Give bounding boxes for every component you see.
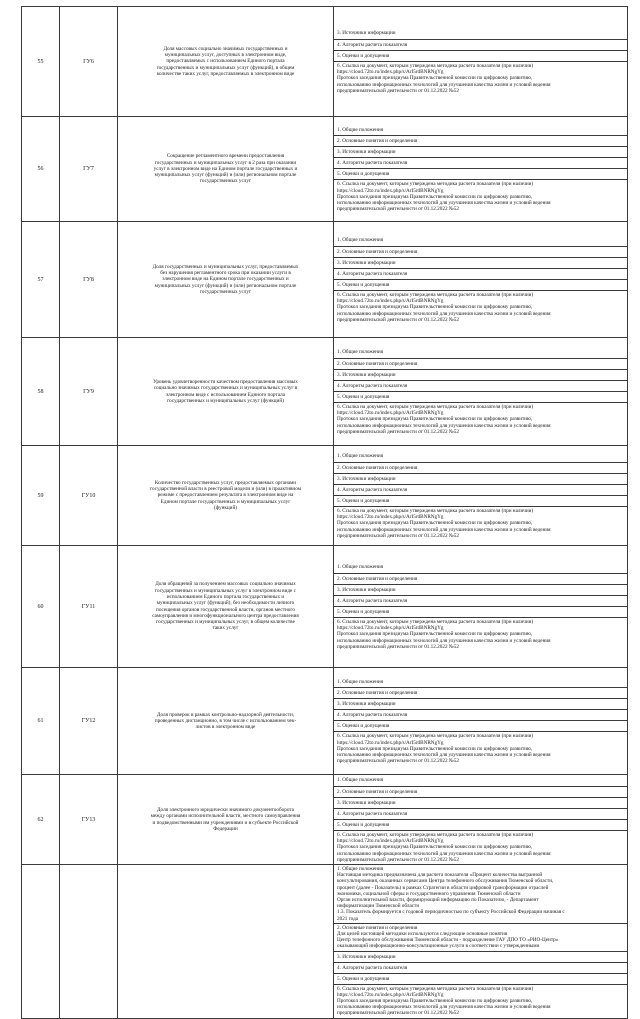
indicator-name: [118, 117, 334, 222]
indicator-name-line: посещения органов государственной власти, органов местного: [156, 606, 295, 613]
indicator-name: [118, 446, 334, 546]
row-number: 61: [22, 668, 60, 775]
methodology-section: 1. Общие положения: [337, 564, 384, 571]
indicator-name-line: Едином портале государственных и муниципальных услуг: [160, 498, 291, 505]
table-row: [22, 117, 628, 222]
table-row: [22, 222, 628, 338]
indicator-code: ГУ10: [60, 446, 118, 546]
methodology-section: 2. Основные понятия и определения: [334, 135, 627, 146]
methodology-section: 3. Источники информации: [337, 30, 396, 37]
section-text-line: использованию информационных технологий для улучшения качества жизни и условий ведения: [337, 752, 551, 759]
methodology-section: 3. Источники информации: [334, 473, 627, 484]
section-text-line: Протокол заседания президиума Правительственной комиссии по цифровому развитию,: [337, 520, 533, 527]
indicator-name-line: Сокращение регламентного времени предоставления: [166, 153, 285, 160]
methodology-section: 4. Алгоритм расчета показателя: [334, 268, 627, 279]
methodology-section: [334, 506, 627, 540]
methodology-section: 3. Источники информации: [334, 797, 627, 808]
methodology-section: 1. Общие положения: [337, 678, 384, 685]
section-text-line: 1.3. Показатель формируется с годовой периодичностью по субъекту Российской Федерации начиная с: [337, 909, 565, 916]
methodology-section: 5. Оценки и допущения: [334, 819, 627, 830]
methodology-sections: [334, 117, 628, 222]
methodology-section: 2. Основные понятия и определения: [334, 462, 627, 473]
indicator-name-line: государственных услуг: [199, 288, 252, 295]
table-row: [22, 865, 628, 1019]
section-text-line: информатизации Тюменской области: [337, 903, 420, 910]
indicator-name: [118, 546, 334, 668]
section-text-line: предпринимательской деятельности от 01.12.2022 №52: [337, 206, 459, 213]
indicator-name-line: Доля электронного юридически значимого документооборота: [157, 806, 294, 813]
indicator-name-line: услуг в электронном виде на Едином портале государственных и: [153, 165, 298, 172]
table-row: [22, 775, 628, 865]
methodology-section: [334, 865, 627, 923]
methodology-section: 4. Алгоритм расчета показателя: [334, 157, 627, 168]
methodology-section: [334, 61, 627, 95]
methodology-sections: [334, 668, 628, 775]
methodology-section: [334, 617, 627, 651]
methodology-section: 5. Оценки и допущения: [334, 720, 627, 731]
section-text-line: процент (далее - Показатель) в рамках Стратегии в области цифровой трансформации отраслей: [337, 884, 549, 891]
row-number: 58: [22, 338, 60, 446]
section-text-line: Для целей настоящей методики используются следующие основные понятия: [337, 931, 508, 938]
section-text-line: Протокол заседания президиума Правительственной комиссии по цифровому развитию,: [337, 416, 533, 423]
document-page: [21, 6, 627, 1017]
section-text-line: предпринимательской деятельности от 01.12.2022 №52: [337, 1010, 459, 1017]
section-text-line: https://cloud.72to.ru/index.php/s/ArI5rdBNRNgYg: [337, 410, 444, 417]
indicator-code: ГУ12: [60, 668, 118, 775]
section-text-line: использованию информационных технологий для улучшения качества жизни и условий ведения: [337, 310, 551, 317]
section-text-line: 6. Ссылка на документ, которым утверждена методика расчета показателя (при наличии): [337, 733, 534, 740]
section-text-line: Протокол заседания президиума Правительственной комиссии по цифровому развитию,: [337, 631, 533, 638]
indicator-name-line: Доля государственных и муниципальных услуг, предоставляемых: [152, 263, 299, 270]
section-text-line: https://cloud.72to.ru/index.php/s/ArI5rdBNRNgYg: [337, 838, 444, 845]
methodology-section: 2. Основные понятия и определения: [334, 687, 627, 698]
section-text-line: 2. Основные понятия и определения: [337, 924, 418, 931]
section-text-line: Протокол заседания президиума Правительственной комиссии по цифровому развитию,: [337, 745, 533, 752]
indicator-code: ГУ13: [60, 775, 118, 865]
indicator-name-line: проведенных дистанционно, в том числе с использованием чек-: [154, 717, 297, 724]
indicator-name-line: муниципальных услуг, доступных в электронном виде,: [164, 52, 287, 59]
methodology-section: 4. Алгоритм расчета показателя: [334, 595, 627, 606]
section-text-line: оказывающий информационно-консультационные услуги в соответствии с утвержденными: [337, 943, 540, 950]
indicator-name-line: листов в электронном виде: [195, 724, 256, 731]
indicator-name-line: Количество государственных услуг, предоставляемых органами: [154, 479, 297, 486]
row-number: 56: [22, 117, 60, 222]
section-text-line: предпринимательской деятельности от 01.12.2022 №52: [337, 428, 459, 435]
methodology-section: 3. Источники информации: [334, 584, 627, 595]
section-text-line: 6. Ссылка на документ, которым утверждена методика расчета показателя (при наличии): [337, 291, 534, 298]
section-text-line: использованию информационных технологий для улучшения качества жизни и условий ведения: [337, 200, 551, 207]
methodology-sections: [334, 222, 628, 338]
methodology-section: 2. Основные понятия и определения: [334, 358, 627, 369]
indicator-name: [118, 865, 334, 1019]
indicator-name-line: и подведомственными им учреждениями и в субъекте Российской: [152, 819, 299, 826]
methodology-section: [334, 402, 627, 436]
methodology-section: [334, 731, 627, 765]
methodology-section: [334, 179, 627, 213]
table-row: [22, 446, 628, 546]
methodology-section: 5. Оценки и допущения: [334, 495, 627, 506]
indicator-name-line: (функций): [214, 504, 237, 511]
indicator-name-line: использованием Единого портала государственных и: [166, 593, 285, 600]
indicator-name-line: социально значимых государственных и муниципальных услуг в: [153, 385, 298, 392]
indicators-table: [21, 6, 628, 1019]
section-text-line: 6. Ссылка на документ, которым утверждена методика расчета показателя (при наличии): [337, 403, 534, 410]
methodology-sections: [334, 546, 628, 668]
indicator-name-line: без нарушения регламентного срока при оказании услуги в: [160, 270, 291, 277]
section-text-line: 6. Ссылка на документ, которым утверждена методика расчета показателя (при наличии): [337, 985, 534, 992]
indicator-name-line: муниципальных услуг (функций) и (или) региональном портале: [154, 282, 297, 289]
section-text-line: 6. Ссылка на документ, которым утверждена методика расчета показателя (при наличии): [337, 507, 534, 514]
methodology-section: 4. Алгоритм расчета показателя: [334, 962, 627, 973]
methodology-section: 4. Алгоритм расчета показателя: [334, 709, 627, 720]
indicator-name-line: Доля обращений за получением массовых социально значимых: [155, 581, 296, 588]
indicator-name-line: Уровень удовлетворенности качеством предоставления массовых: [153, 378, 298, 385]
indicator-name-line: государственных и муниципальных услуг, в общем количестве: [156, 619, 295, 626]
methodology-section: 4. Алгоритм расчета показателя: [334, 39, 627, 50]
section-text-line: предпринимательской деятельности от 01.12.2022 №52: [337, 856, 459, 863]
section-text-line: использованию информационных технологий для улучшения качества жизни и условий ведения: [337, 81, 551, 88]
methodology-section: [334, 923, 627, 951]
indicator-name: [118, 338, 334, 446]
section-text-line: Протокол заседания президиума Правительственной комиссии по цифровому развитию,: [337, 75, 533, 82]
section-text-line: 6. Ссылка на документ, которым утверждена методика расчета показателя (при наличии): [337, 62, 534, 69]
methodology-section: 1. Общие положения: [337, 349, 384, 356]
indicator-name: [118, 775, 334, 865]
section-text-line: https://cloud.72to.ru/index.php/s/ArI5rdBNRNgYg: [337, 514, 444, 521]
methodology-section: 2. Основные понятия и определения: [334, 786, 627, 797]
indicator-name-line: муниципальных услуг (функций) и (или) региональном портале: [154, 172, 297, 179]
methodology-sections: [334, 865, 628, 1019]
section-text-line: https://cloud.72to.ru/index.php/s/ArI5rdBNRNgYg: [337, 739, 444, 746]
section-text-line: Центр телефонного обслуживания Тюменской области - подразделение ГАУ ДПО ТО «РИО-Центр»: [337, 937, 559, 944]
indicator-name-line: Доля проверок в рамках контрольно-надзорной деятельности,: [156, 711, 295, 718]
indicator-name-line: таких услуг: [212, 625, 239, 632]
section-text-line: использованию информационных технологий для улучшения качества жизни и условий ведения: [337, 850, 551, 857]
indicator-name-line: государственных и муниципальных услуг в электронном виде с: [155, 587, 296, 594]
indicator-name-line: государственных услуг: [199, 178, 252, 185]
section-text-line: экономики, социальной сферы и государственного управления Тюменской области: [337, 890, 521, 897]
methodology-section: 1. Общие положения: [337, 453, 384, 460]
indicator-code: ГУ8: [60, 222, 118, 338]
methodology-section: 3. Источники информации: [334, 146, 627, 157]
row-number: [22, 865, 60, 1019]
section-text-line: https://cloud.72to.ru/index.php/s/ArI5rdBNRNgYg: [337, 991, 444, 998]
methodology-section: 4. Алгоритм расчета показателя: [334, 380, 627, 391]
indicator-name: [118, 668, 334, 775]
methodology-section: [334, 290, 627, 324]
section-text-line: консультирования, оказанных сервисами Центра телефонного обслуживания Тюменской области,: [337, 878, 554, 885]
methodology-sections: [334, 338, 628, 446]
indicator-name-line: муниципальных услуг (функций), без необходимости личного: [156, 600, 295, 607]
indicator-code: ГУ9: [60, 338, 118, 446]
methodology-section: 3. Источники информации: [334, 257, 627, 268]
section-text-line: https://cloud.72to.ru/index.php/s/ArI5rdBNRNgYg: [337, 69, 444, 76]
indicator-name-line: государственных и муниципальных услуг в 2 раза при оказании: [154, 159, 297, 166]
section-text-line: Орган исполнительной власти, формирующий информацию по Показателю, - Департамент: [337, 897, 539, 904]
methodology-section: 5. Оценки и допущения: [334, 50, 627, 61]
section-text-line: Протокол заседания президиума Правительственной комиссии по цифровому развитию,: [337, 998, 533, 1005]
methodology-section: 2. Основные понятия и определения: [334, 246, 627, 257]
section-text-line: 2021 года: [337, 915, 359, 922]
section-text-line: предпринимательской деятельности от 01.12.2022 №52: [337, 643, 459, 650]
methodology-section: 3. Источники информации: [334, 951, 627, 962]
indicator-name-line: количестве таких услуг, предоставляемых в электронном виде: [156, 70, 295, 77]
section-text-line: использованию информационных технологий для улучшения качества жизни и условий ведения: [337, 637, 551, 644]
indicator-name-line: между органами исполнительной власти, местного самоуправления: [150, 813, 301, 820]
section-text-line: использованию информационных технологий для улучшения качества жизни и условий ведения: [337, 422, 551, 429]
section-text-line: использованию информационных технологий для улучшения качества жизни и условий ведения: [337, 1004, 551, 1011]
indicator-name: [118, 7, 334, 117]
table-row: [22, 546, 628, 668]
indicator-code: ГУ7: [60, 117, 118, 222]
methodology-section: 4. Алгоритм расчета показателя: [334, 484, 627, 495]
methodology-sections: [334, 775, 628, 865]
methodology-section: 5. Оценки и допущения: [334, 606, 627, 617]
methodology-sections: [334, 446, 628, 546]
indicator-name-line: Федерации: [213, 825, 238, 832]
section-text-line: 6. Ссылка на документ, которым утверждена методика расчета показателя (при наличии): [337, 832, 534, 838]
methodology-section: 1. Общие положения: [337, 126, 384, 133]
section-text-line: 1. Общие положения: [337, 866, 384, 873]
row-number: 59: [22, 446, 60, 546]
indicator-name-line: самоуправления и многофункционального центра предоставления: [152, 612, 299, 619]
methodology-section: [334, 830, 627, 864]
row-number: 60: [22, 546, 60, 668]
section-text-line: https://cloud.72to.ru/index.php/s/ArI5rdBNRNgYg: [337, 187, 444, 194]
table-row: [22, 668, 628, 775]
section-text-line: https://cloud.72to.ru/index.php/s/ArI5rdBNRNgYg: [337, 298, 444, 305]
section-text-line: предпринимательской деятельности от 01.12.2022 №52: [337, 87, 459, 94]
indicator-name: [118, 222, 334, 338]
section-text-line: использованию информационных технологий для улучшения качества жизни и условий ведения: [337, 526, 551, 533]
indicator-name-line: Доля массовых социально значимых государственных и: [163, 45, 288, 52]
section-text-line: 6. Ссылка на документ, которым утверждена методика расчета показателя (при наличии): [337, 618, 534, 625]
section-text-line: Протокол заседания президиума Правительственной комиссии по цифровому развитию,: [337, 844, 533, 851]
methodology-section: 5. Оценки и допущения: [334, 391, 627, 402]
indicator-name-line: государственных и муниципальных услуг (функций): [167, 397, 284, 404]
indicator-code: ГУ11: [60, 546, 118, 668]
section-text-line: предпринимательской деятельности от 01.12.2022 №52: [337, 532, 459, 539]
section-text-line: https://cloud.72to.ru/index.php/s/ArI5rdBNRNgYg: [337, 625, 444, 632]
methodology-section: 5. Оценки и допущения: [334, 973, 627, 984]
methodology-section: 1. Общие положения: [337, 237, 384, 244]
indicator-code: ГУ6: [60, 7, 118, 117]
table-row: [22, 7, 628, 117]
methodology-section: 4. Алгоритм расчета показателя: [334, 808, 627, 819]
methodology-section: [334, 984, 627, 1018]
methodology-section: 2. Основные понятия и определения: [334, 573, 627, 584]
section-text-line: 6. Ссылка на документ, которым утверждена методика расчета показателя (при наличии): [337, 181, 534, 188]
indicator-name-line: электронном виде на Едином портале государственных и: [162, 276, 289, 283]
indicator-code: [60, 865, 118, 1019]
row-number: 62: [22, 775, 60, 865]
indicator-name-line: предоставляемых с использованием Единого портала: [166, 58, 285, 65]
indicator-name-line: электронном виде с использованием Единого портала: [165, 391, 286, 398]
section-text-line: предпринимательской деятельности от 01.12.2022 №52: [337, 316, 459, 323]
methodology-section: 3. Источники информации: [334, 698, 627, 709]
table-row: [22, 338, 628, 446]
methodology-section: 1. Общие положения: [337, 777, 384, 784]
row-number: 55: [22, 7, 60, 117]
section-text-line: Протокол заседания президиума Правительственной комиссии по цифровому развитию,: [337, 193, 533, 200]
methodology-sections: [334, 7, 628, 117]
methodology-section: 5. Оценки и допущения: [334, 279, 627, 290]
indicator-name-line: государственной власти в реестровой модели и (или) в проактивном: [150, 486, 301, 493]
section-text-line: Протокол заседания президиума Правительственной комиссии по цифровому развитию,: [337, 304, 533, 311]
indicator-name-line: режиме с предоставлением результата в электронном виде на: [157, 492, 294, 499]
methodology-section: 3. Источники информации: [334, 369, 627, 380]
section-text-line: предпринимательской деятельности от 01.12.2022 №52: [337, 758, 459, 765]
indicator-name-line: государственных и муниципальных услуг (функций), в общем: [156, 64, 295, 71]
row-number: 57: [22, 222, 60, 338]
section-text-line: Настоящая методика предназначена для расчета показателя «Процент количества выгранной: [337, 872, 543, 879]
methodology-section: 5. Оценки и допущения: [334, 168, 627, 179]
